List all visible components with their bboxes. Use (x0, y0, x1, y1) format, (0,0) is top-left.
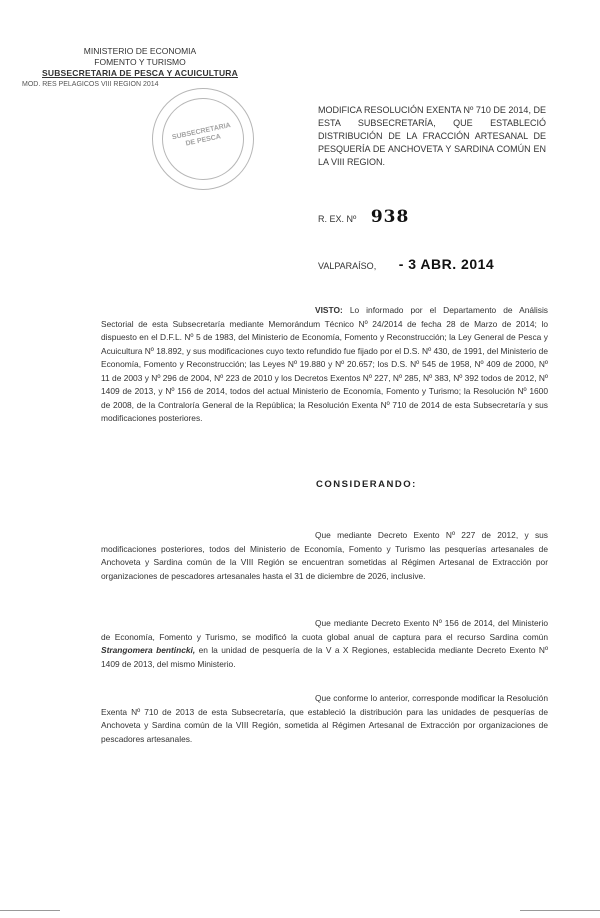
considerando-1-text: Que mediante Decreto Exento Nº 227 de 2012, y sus modificaciones posteriores, todos del Ministerio de Economía, Fomento y Turismo las pesquerías artesanales de Anchoveta y Sardina común de la VIII Región se encuentran sometidas al Régimen Artesanal de Extracción por organizaciones de pescadores artesanales hasta el 31 de diciembre de 2026, inclusive. (101, 530, 548, 581)
species-name: Strangomera bentincki, (101, 645, 196, 655)
considerando-3 (101, 692, 548, 746)
visto-text: Lo informado por el Departamento de Análisis Sectorial de esta Subsecretaría mediante Memorándum Técnico Nº 24/2014 de fecha 28 de Marzo de 2014; lo dispuesto en el D.F.L. Nº 5 de 1983, del Ministerio de Economía, Fomento y Reconstrucción; la Ley General de Pesca y Acuicultura Nº 18.892, y sus modificaciones cuyo texto refundido fue fijado por el D.S. Nº 430, de 1991, del Ministerio de Economía, Fomento y Reconstrucción; las Leyes Nº 19.880 y Nº 20.657; los D.S. Nº 545 de 1958, Nº 409 de 2000, Nº 11 de 2003 y Nº 296 de 2004, Nº 223 de 2010 y los Decretos Exentos Nº 227, Nº 285, Nº 383, Nº 392 todos de 2012, Nº 1409 de 2013, y Nº 156 de 2014, todos del actual Ministerio de Economía, Fomento y Turismo; la Resolución Nº 1600 de 2008, de la Contraloría General de la República; la Resolución Exenta Nº 710 de 2014 de esta Subsecretaría y sus modificaciones posteriores. (101, 305, 548, 423)
rex-label: R. EX. Nº (318, 214, 357, 224)
considerando-heading: CONSIDERANDO: (316, 479, 417, 490)
visto-paragraph (101, 304, 548, 426)
date-stamp: - 3 ABR. 2014 (398, 256, 495, 272)
considerando-2-text: Que mediante Decreto Exento Nº 156 de 2014, del Ministerio de Economía, Fomento y Turismo, se modificó la cuota global anual de captura para el recurso Sardina común (101, 618, 548, 642)
scan-edge-left (0, 910, 60, 911)
seal-text: SUBSECRETARIA DE PESCA (171, 122, 232, 148)
considerando-2-text-b: en la unidad de pesquería de la V a X Regiones, establecida mediante Decreto Exento Nº 1409 de 2013, del mismo Ministerio. (101, 645, 549, 669)
rex-number: 938 (370, 207, 410, 227)
header-department: FOMENTO Y TURISMO (94, 57, 186, 67)
place-city: VALPARAÍSO, (318, 261, 377, 271)
header-subsecretaria: SUBSECRETARIA DE PESCA Y ACUICULTURA (42, 68, 238, 78)
resolution-number (318, 207, 409, 227)
considerando-3-text: Que conforme lo anterior, corresponde modificar la Resolución Exenta Nº 710 de 2013 de esta Subsecretaría, que estableció la distribución para las unidades de pesquerías de Anchoveta y Sardina común de la VIII Región, sometida al Régimen Artesanal de Extracción por organizaciones de pescadores artesanales. (101, 693, 548, 744)
header-reference: MOD. RES PELAGICOS VIII REGION 2014 (22, 81, 159, 88)
ministry-header (22, 46, 250, 90)
scan-edge-right (520, 910, 600, 911)
considerando-2 (101, 617, 548, 671)
header-ministry: MINISTERIO DE ECONOMIA (83, 46, 197, 56)
visto-lead: VISTO: (315, 305, 343, 315)
resolution-subject: MODIFICA RESOLUCIÓN EXENTA Nº 710 DE 2014, DE ESTA SUBSECRETARÍA, QUE ESTABLECIÓ DISTRIBUCIÓN DE LA FRACCIÓN ARTESANAL DE PESQUERÍA DE ANCHOVETA Y SARDINA COMÚN EN LA VIII REGION. (318, 105, 546, 167)
place-date (318, 256, 494, 272)
considerando-1 (101, 529, 548, 583)
official-seal (143, 79, 264, 200)
